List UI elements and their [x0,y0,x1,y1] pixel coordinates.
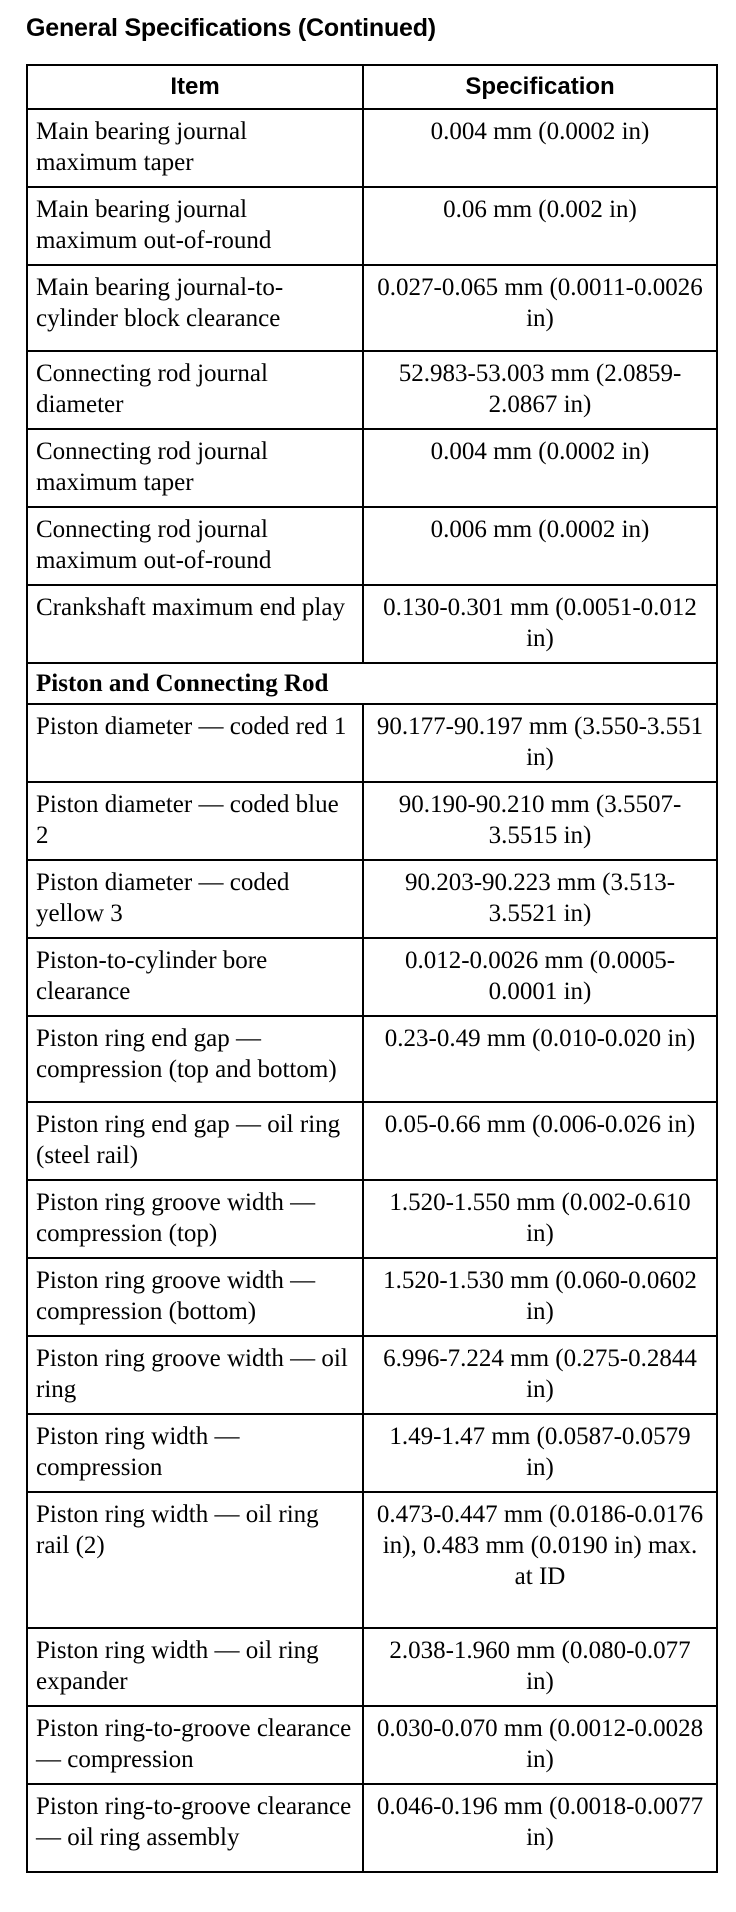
item-cell: Connecting rod journal maximum out-of-round [27,507,363,585]
table-row [27,1102,717,1180]
table-row [27,1492,717,1628]
item-cell: Piston ring-to-groove clearance — compression [27,1706,363,1784]
table-row [27,1414,717,1492]
item-cell: Piston ring groove width — oil ring [27,1336,363,1414]
item-cell: Piston ring width — oil ring expander [27,1628,363,1706]
table-row [27,938,717,1016]
header-item: Item [27,65,363,109]
spec-cell: 6.996-7.224 mm (0.275-0.2844 in) [363,1336,717,1414]
spec-cell: 0.05-0.66 mm (0.006-0.026 in) [363,1102,717,1180]
item-cell: Piston ring width — compression [27,1414,363,1492]
spec-cell: 52.983-53.003 mm (2.0859-2.0867 in) [363,351,717,429]
item-cell: Piston ring groove width — compression (top) [27,1180,363,1258]
item-cell: Main bearing journal maximum out-of-round [27,187,363,265]
table-row [27,1016,717,1102]
spec-cell: 2.038-1.960 mm (0.080-0.077 in) [363,1628,717,1706]
spec-cell: 1.49-1.47 mm (0.0587-0.0579 in) [363,1414,717,1492]
spec-cell: 0.130-0.301 mm (0.0051-0.012 in) [363,585,717,663]
spec-cell: 0.030-0.070 mm (0.0012-0.0028 in) [363,1706,717,1784]
table-row [27,1784,717,1872]
table-row [27,1706,717,1784]
table-row [27,1628,717,1706]
spec-cell: 0.012-0.0026 mm (0.0005-0.0001 in) [363,938,717,1016]
page-title: General Specifications (Continued) [26,14,436,42]
table-row [27,265,717,351]
section-row [27,663,717,704]
spec-cell: 0.23-0.49 mm (0.010-0.020 in) [363,1016,717,1102]
item-cell: Connecting rod journal maximum taper [27,429,363,507]
spec-cell: 90.190-90.210 mm (3.5507-3.5515 in) [363,782,717,860]
item-cell: Piston ring-to-groove clearance — oil ring assembly [27,1784,363,1872]
table-row [27,1180,717,1258]
table-row [27,704,717,782]
table-row [27,187,717,265]
item-cell: Piston ring groove width — compression (bottom) [27,1258,363,1336]
spec-cell: 0.046-0.196 mm (0.0018-0.0077 in) [363,1784,717,1872]
table-header-row [27,65,717,109]
spec-cell: 1.520-1.550 mm (0.002-0.610 in) [363,1180,717,1258]
header-specification: Specification [363,65,717,109]
item-cell: Connecting rod journal diameter [27,351,363,429]
spec-cell: 0.06 mm (0.002 in) [363,187,717,265]
spec-cell: 0.004 mm (0.0002 in) [363,109,717,187]
table-row [27,585,717,663]
specifications-table [26,64,718,1873]
spec-cell: 0.473-0.447 mm (0.0186-0.0176 in), 0.483 mm (0.0190 in) max. at ID [363,1492,717,1628]
spec-cell: 0.006 mm (0.0002 in) [363,507,717,585]
item-cell: Crankshaft maximum end play [27,585,363,663]
table-row [27,1336,717,1414]
table-row [27,507,717,585]
table-row [27,109,717,187]
table-row [27,782,717,860]
item-cell: Piston diameter — coded yellow 3 [27,860,363,938]
item-cell: Piston-to-cylinder bore clearance [27,938,363,1016]
section-heading-piston-and-connecting-rod: Piston and Connecting Rod [27,663,717,704]
table-row [27,860,717,938]
item-cell: Main bearing journal maximum taper [27,109,363,187]
table-row [27,1258,717,1336]
table-row [27,351,717,429]
item-cell: Piston ring width — oil ring rail (2) [27,1492,363,1628]
item-cell: Piston diameter — coded red 1 [27,704,363,782]
spec-cell: 1.520-1.530 mm (0.060-0.0602 in) [363,1258,717,1336]
item-cell: Main bearing journal-to-cylinder block clearance [27,265,363,351]
spec-cell: 90.177-90.197 mm (3.550-3.551 in) [363,704,717,782]
item-cell: Piston ring end gap — oil ring (steel rail) [27,1102,363,1180]
item-cell: Piston diameter — coded blue 2 [27,782,363,860]
spec-cell: 90.203-90.223 mm (3.513-3.5521 in) [363,860,717,938]
table-row [27,429,717,507]
spec-cell: 0.004 mm (0.0002 in) [363,429,717,507]
item-cell: Piston ring end gap — compression (top and bottom) [27,1016,363,1102]
spec-cell: 0.027-0.065 mm (0.0011-0.0026 in) [363,265,717,351]
